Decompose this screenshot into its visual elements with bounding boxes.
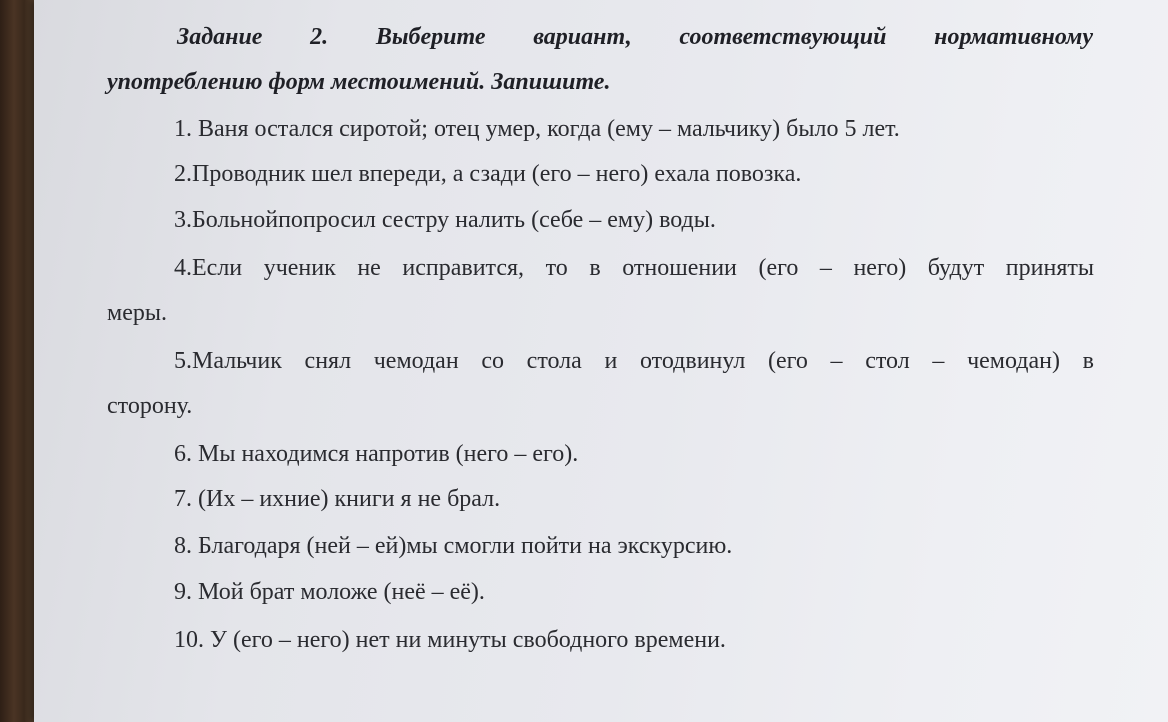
item-6: 6. Мы находимся напротив (него – его). <box>174 441 579 467</box>
item-8: 8. Благодаря (ней – ей)мы смогли пойти на экскурсию. <box>174 533 733 559</box>
item-10: 10. У (его – него) нет ни минуты свободного времени. <box>174 627 726 653</box>
item-4-line-2: меры. <box>107 300 167 326</box>
paper-sheet <box>34 0 1168 722</box>
task-title-line-1: Задание 2. Выберите вариант, соответствующий нормативному <box>177 24 1093 50</box>
item-3: 3.Больнойпопросил сестру налить (себе – ему) воды. <box>174 207 716 233</box>
item-2: 2.Проводник шел впереди, а сзади (его – него) ехала повозка. <box>174 161 802 187</box>
item-5-line-2: сторону. <box>107 393 193 419</box>
task-title-line-2: употреблению форм местоимений. Запишите. <box>107 69 611 95</box>
item-9: 9. Мой брат моложе (неё – её). <box>174 579 485 605</box>
item-5-line-1: 5.Мальчик снял чемодан со стола и отодвинул (его – стол – чемодан) в <box>174 348 1094 374</box>
item-7: 7. (Их – ихние) книги я не брал. <box>174 486 501 512</box>
item-1: 1. Ваня остался сиротой; отец умер, когда (ему – мальчику) было 5 лет. <box>174 116 900 142</box>
item-4-line-1: 4.Если ученик не исправится, то в отношении (его – него) будут приняты <box>174 255 1094 281</box>
